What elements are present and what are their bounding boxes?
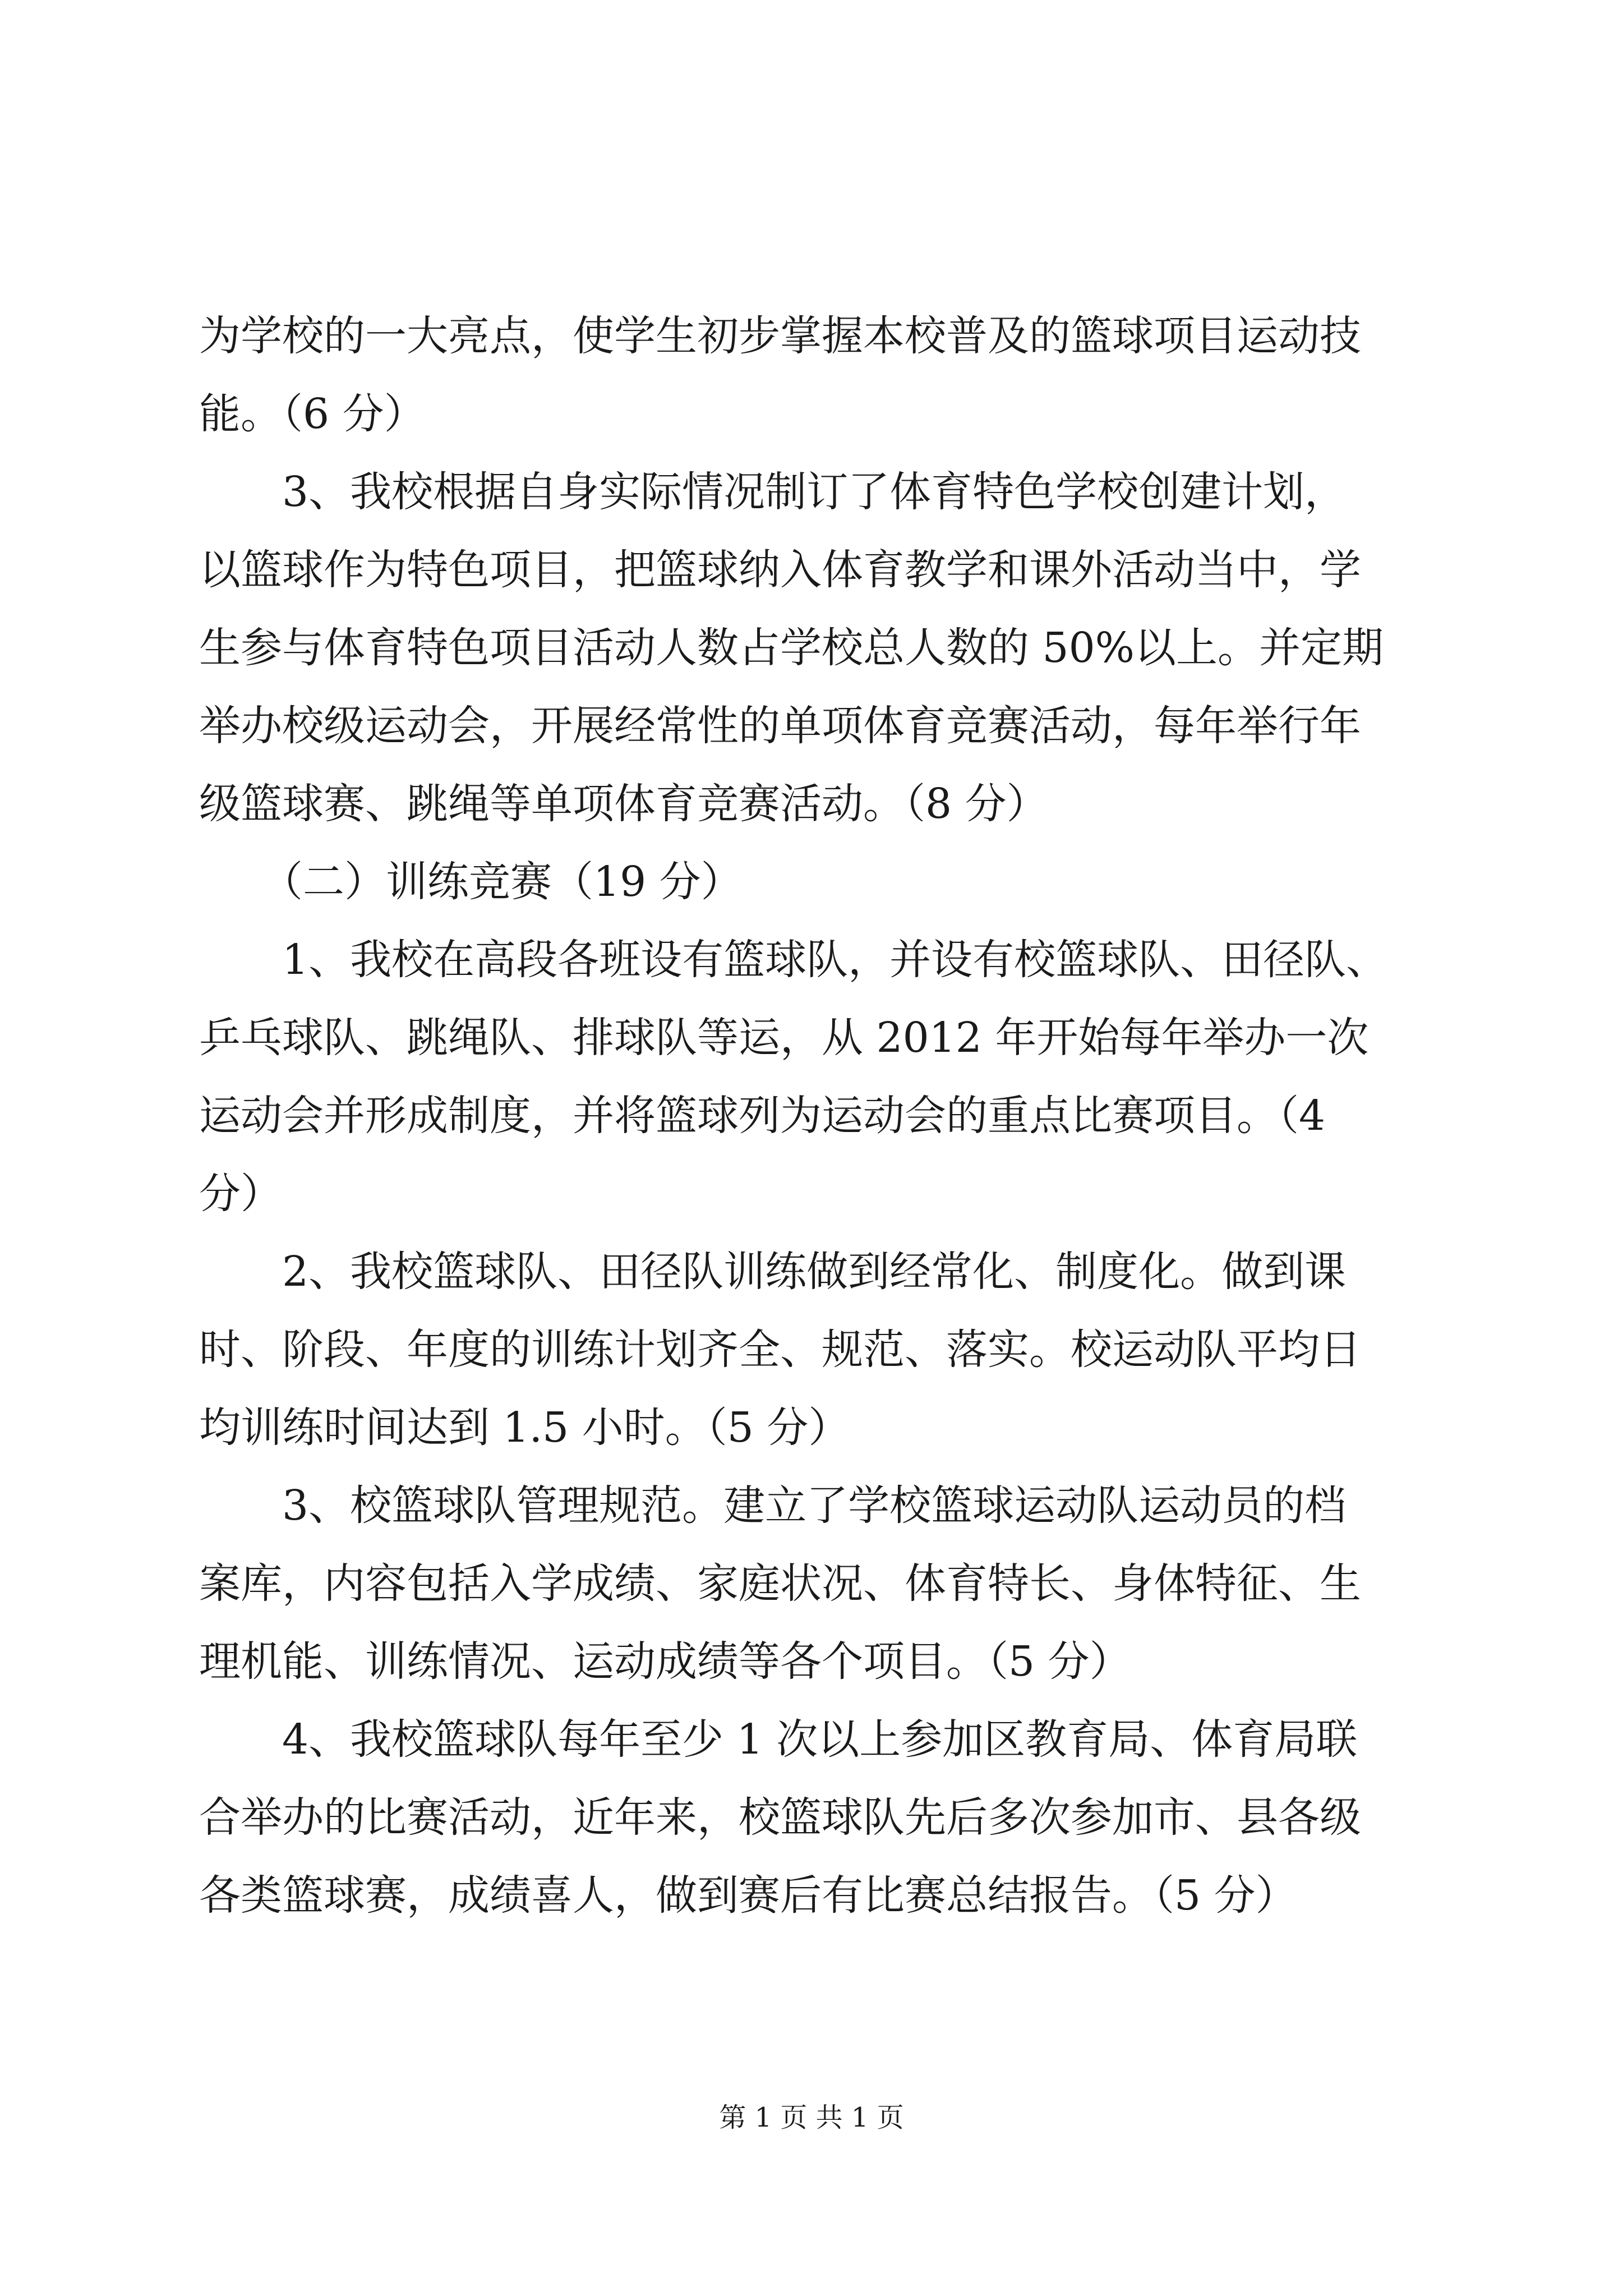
- text-line: 举办校级运动会，开展经常性的单项体育竞赛活动，每年举行年: [199, 702, 1361, 750]
- text-line: 1、我校在高段各班设有篮球队，并设有校篮球队、田径队、: [199, 936, 1388, 984]
- text-line: 理机能、训练情况、运动成绩等各个项目。（5 分）: [199, 1637, 1131, 1686]
- text-line: 3、我校根据自身实际情况制订了体育特色学校创建计划，: [199, 468, 1347, 516]
- body-text: [199, 297, 1416, 1935]
- text-line: 为学校的一大亮点，使学生初步掌握本校普及的篮球项目运动技: [199, 312, 1361, 360]
- text-line: 各类篮球赛，成绩喜人，做到赛后有比赛总结报告。（5 分）: [199, 1871, 1297, 1920]
- text-line: 运动会并形成制度，并将篮球列为运动会的重点比赛项目。（4: [199, 1092, 1326, 1140]
- text-line: 2、我校篮球队、田径队训练做到经常化、制度化。做到课: [199, 1248, 1347, 1296]
- text-line: 均训练时间达到 1.5 小时。（5 分）: [199, 1404, 850, 1452]
- text-line: 分）: [199, 1170, 282, 1218]
- text-line: 时、阶段、年度的训练计划齐全、规范、落实。校运动队平均日: [199, 1326, 1361, 1374]
- text-line: 生参与体育特色项目活动人数占学校总人数的 50%以上。并定期: [199, 624, 1384, 672]
- text-line: 级篮球赛、跳绳等单项体育竞赛活动。（8 分）: [199, 780, 1048, 828]
- text-line: 能。（6 分）: [199, 390, 426, 438]
- page-footer: 第 1 页 共 1 页: [719, 2102, 904, 2133]
- text-line: 4、我校篮球队每年至少 1 次以上参加区教育局、体育局联: [199, 1715, 1358, 1764]
- text-line: 3、校篮球队管理规范。建立了学校篮球运动队运动员的档: [199, 1481, 1347, 1530]
- section-heading: （二）训练竞赛（19 分）: [199, 858, 743, 906]
- text-line: 乒乓球队、跳绳队、排球队等运，从 2012 年开始每年举办一次: [199, 1014, 1369, 1062]
- text-line: 以篮球作为特色项目，把篮球纳入体育教学和课外活动当中，学: [199, 546, 1361, 594]
- text-line: 合举办的比赛活动，近年来，校篮球队先后多次参加市、县各级: [199, 1793, 1361, 1842]
- text-line: 案库，内容包括入学成绩、家庭状况、体育特长、身体特征、生: [199, 1559, 1361, 1608]
